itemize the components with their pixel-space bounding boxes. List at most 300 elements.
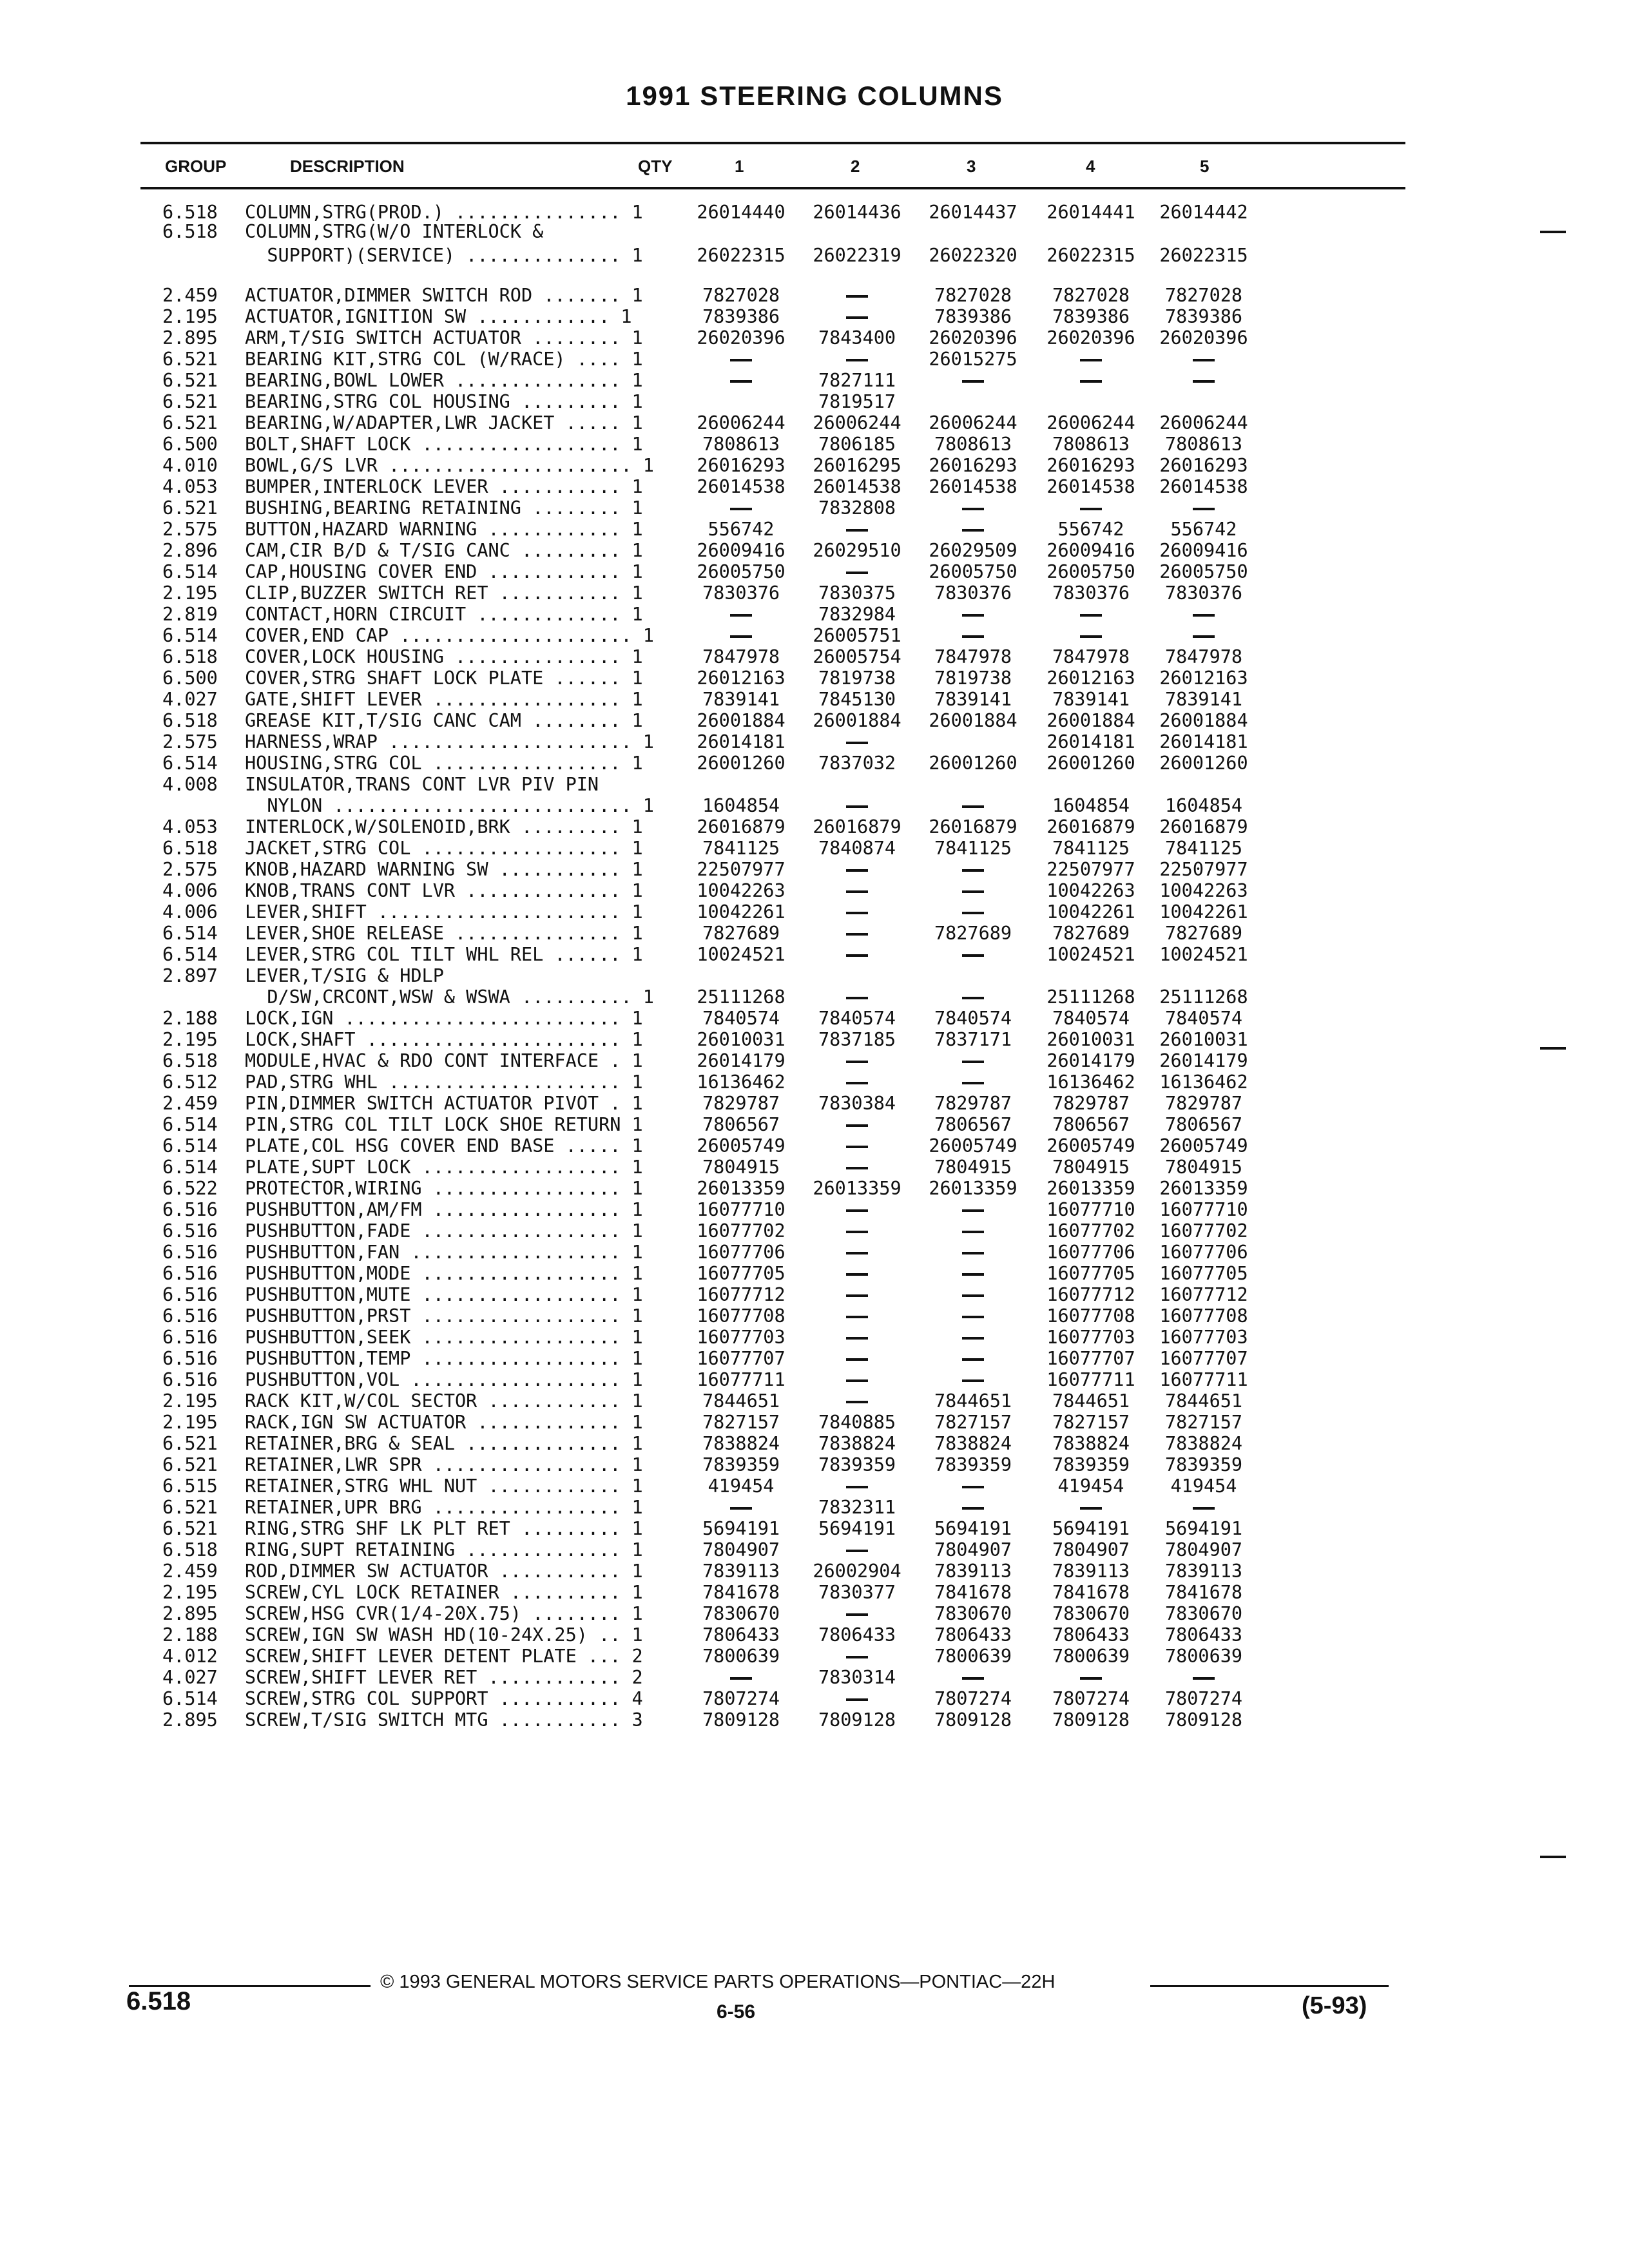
not-applicable-dash [796,986,918,1008]
part-number: 25111268 [1159,986,1248,1008]
part-number: 7830376 [1164,582,1243,604]
part-number: 7839141 [1052,689,1130,710]
part-number: 7838824 [818,1433,896,1454]
part-description: RETAINER,LWR SPR ................. 1 [245,1454,643,1475]
group-code: 2.195 [162,1390,218,1412]
part-number: 16077702 [1159,1220,1248,1242]
part-number: 26001884 [813,710,901,731]
group-code: 6.521 [162,1454,218,1475]
part-number: 7807274 [1052,1688,1130,1709]
part-number: 26012163 [1159,668,1248,689]
dash-mark [962,1082,984,1084]
table-row [0,1539,1629,1561]
dash-mark [730,1507,752,1510]
part-number: 16077703 [1159,1327,1248,1348]
group-code: 4.006 [162,880,218,901]
group-code: 6.514 [162,753,218,774]
not-applicable-dash [796,1539,918,1561]
table-row [0,1624,1629,1646]
part-number: 7827157 [702,1412,780,1433]
dash-mark [962,1252,984,1254]
part-number: 16077712 [1159,1284,1248,1305]
part-description: ROD,DIMMER SW ACTUATOR ........... 1 [245,1561,643,1582]
not-applicable-dash [796,1242,918,1263]
not-applicable-dash [912,1667,1034,1688]
not-applicable-dash [912,1348,1034,1369]
part-number: 16077703 [1046,1327,1135,1348]
part-number: 7840874 [818,838,896,859]
table-row [0,710,1629,731]
part-number: 7839141 [1164,689,1243,710]
table-row [0,1518,1629,1539]
table-row [0,1667,1629,1688]
part-number: 26014440 [697,202,786,223]
table-row [0,202,1629,223]
part-description: BEARING,W/ADAPTER,LWR JACKET ..... 1 [245,412,643,434]
not-applicable-dash [912,1327,1034,1348]
footer-copyright: © 1993 GENERAL MOTORS SERVICE PARTS OPERATIONS—PONTIAC—22H [380,1972,1055,1992]
part-description: KNOB,TRANS CONT LVR .............. 1 [245,880,643,901]
dash-mark [846,1231,868,1233]
not-applicable-dash [912,1475,1034,1497]
dash-mark [1080,359,1102,361]
table-row [0,646,1629,668]
part-description: COVER,LOCK HOUSING ............... 1 [245,646,643,668]
part-description: LEVER,SHIFT ...................... 1 [245,901,643,923]
table-row [0,901,1629,923]
part-number: 16077705 [697,1263,786,1284]
part-description: INTERLOCK,W/SOLENOID,BRK ......... 1 [245,816,643,838]
group-code: 2.459 [162,1561,218,1582]
part-number: 7806567 [934,1114,1012,1135]
part-number: 26009416 [1046,540,1135,561]
not-applicable-dash [1030,604,1152,625]
part-description: PUSHBUTTON,TEMP .................. 1 [245,1348,643,1369]
part-number: 7806567 [1164,1114,1243,1135]
dash-mark [962,1379,984,1382]
part-number: 7800639 [1052,1646,1130,1667]
part-number: 26005750 [1046,561,1135,582]
part-description: COVER,END CAP ..................... 1 [245,625,654,646]
part-number: 7804907 [934,1539,1012,1561]
not-applicable-dash [796,1369,918,1390]
not-applicable-dash [680,349,802,370]
dash-mark [962,380,984,383]
group-code: 2.195 [162,582,218,604]
part-number: 7827157 [1052,1412,1130,1433]
group-code: 6.514 [162,944,218,965]
group-code: 6.516 [162,1220,218,1242]
part-number: 7844651 [702,1390,780,1412]
group-code: 6.518 [162,1539,218,1561]
dash-mark [846,933,868,936]
not-applicable-dash [796,1050,918,1072]
dash-mark [846,1082,868,1084]
part-description: SUPPORT)(SERVICE) .............. 1 [245,245,643,266]
part-number: 7827157 [934,1412,1012,1433]
part-description: SCREW,CYL LOCK RETAINER .......... 1 [245,1582,643,1603]
dash-mark [1193,1677,1215,1680]
part-number: 26016295 [813,455,901,476]
part-number: 7829787 [934,1093,1012,1114]
part-description: PUSHBUTTON,FADE .................. 1 [245,1220,643,1242]
part-number: 7839386 [702,306,780,327]
table-row [0,1327,1629,1348]
group-code: 2.195 [162,306,218,327]
dash-mark [846,1358,868,1361]
part-number: 16077711 [697,1369,786,1390]
dash-mark [1080,614,1102,617]
part-number: 7839359 [934,1454,1012,1475]
margin-mark [1540,231,1566,233]
dash-mark [846,316,868,319]
dash-mark [962,614,984,617]
part-description: SCREW,SHIFT LEVER DETENT PLATE ... 2 [245,1646,643,1667]
part-description: ACTUATOR,DIMMER SWITCH ROD ....... 1 [245,285,643,306]
header-qty: QTY [638,157,673,176]
table-row [0,668,1629,689]
not-applicable-dash [912,370,1034,391]
part-number: 26029510 [813,540,901,561]
part-number: 7806185 [818,434,896,455]
group-code: 6.516 [162,1305,218,1327]
dash-mark [846,1167,868,1169]
not-applicable-dash [1142,370,1265,391]
dash-mark [962,912,984,914]
part-number: 26014441 [1046,202,1135,223]
table-row [0,497,1629,519]
part-number: 556742 [708,519,775,540]
table-row [0,774,1629,795]
part-number: 26015275 [929,349,1017,370]
dash-mark [962,869,984,872]
table-row [0,434,1629,455]
part-number: 26005749 [929,1135,1017,1157]
dash-mark [1193,1507,1215,1510]
part-number: 7809128 [1052,1709,1130,1731]
table-row [0,731,1629,753]
table-row [0,859,1629,880]
part-number: 26014179 [1159,1050,1248,1072]
part-number: 26006244 [1159,412,1248,434]
table-row [0,1284,1629,1305]
part-number: 7827689 [1052,923,1130,944]
dash-mark [846,1209,868,1212]
dash-mark [1080,1677,1102,1680]
not-applicable-dash [912,901,1034,923]
not-applicable-dash [796,1475,918,1497]
dash-mark [846,954,868,957]
dash-mark [1193,380,1215,383]
group-code: 2.195 [162,1029,218,1050]
part-number: 7827028 [1164,285,1243,306]
part-number: 26016879 [929,816,1017,838]
part-number: 7809128 [934,1709,1012,1731]
part-number: 26014538 [929,476,1017,497]
dash-mark [846,805,868,808]
header-top-rule [140,142,1405,144]
group-code: 6.516 [162,1327,218,1348]
part-number: 7804907 [702,1539,780,1561]
dash-mark [962,1273,984,1276]
part-description: BUMPER,INTERLOCK LEVER ........... 1 [245,476,643,497]
group-code: 6.522 [162,1178,218,1199]
group-code: 6.515 [162,1475,218,1497]
not-applicable-dash [680,625,802,646]
part-number: 16136462 [1046,1072,1135,1093]
part-number: 16077708 [697,1305,786,1327]
table-row [0,285,1629,306]
group-code: 6.521 [162,1497,218,1518]
not-applicable-dash [1030,1667,1152,1688]
header-col-3: 3 [967,157,976,176]
part-number: 7827028 [1052,285,1130,306]
part-number: 10042263 [1159,880,1248,901]
part-number: 7839113 [934,1561,1012,1582]
part-number: 26016293 [1159,455,1248,476]
table-row [0,1561,1629,1582]
part-number: 16077703 [697,1327,786,1348]
part-description: COLUMN,STRG(W/O INTERLOCK & [245,221,544,242]
dash-mark [846,742,868,744]
group-code: 2.459 [162,285,218,306]
part-number: 16077705 [1046,1263,1135,1284]
part-description: LEVER,SHOE RELEASE ............... 1 [245,923,643,944]
group-code: 6.516 [162,1199,218,1220]
part-number: 7841125 [934,838,1012,859]
part-number: 7809128 [818,1709,896,1731]
part-number: 7808613 [1052,434,1130,455]
part-number: 22507977 [1159,859,1248,880]
part-number: 26006244 [697,412,786,434]
part-number: 7827157 [1164,1412,1243,1433]
table-row [0,1242,1629,1263]
part-number: 26016293 [929,455,1017,476]
group-code: 6.518 [162,838,218,859]
part-description: PLATE,COL HSG COVER END BASE ..... 1 [245,1135,643,1157]
table-row [0,1305,1629,1327]
dash-mark [962,529,984,532]
part-number: 7806433 [1052,1624,1130,1646]
group-code: 6.516 [162,1348,218,1369]
part-number: 7807274 [702,1688,780,1709]
group-code: 2.575 [162,859,218,880]
part-number: 7804907 [1052,1539,1130,1561]
group-code: 6.518 [162,646,218,668]
table-row [0,1454,1629,1475]
dash-mark [962,635,984,638]
not-applicable-dash [912,859,1034,880]
part-number: 7827028 [702,285,780,306]
part-number: 16077712 [697,1284,786,1305]
dash-mark [962,890,984,893]
dash-mark [1193,508,1215,510]
group-code: 4.012 [162,1646,218,1667]
part-number: 26016293 [697,455,786,476]
group-code: 6.516 [162,1369,218,1390]
part-number: 7841125 [702,838,780,859]
part-description: HOUSING,STRG COL ................. 1 [245,753,643,774]
part-number: 16077710 [1159,1199,1248,1220]
table-row [0,604,1629,625]
part-number: 5694191 [1052,1518,1130,1539]
group-code: 6.521 [162,1433,218,1454]
part-number: 26014179 [697,1050,786,1072]
part-description: COVER,STRG SHAFT LOCK PLATE ...... 1 [245,668,643,689]
part-number: 7837185 [818,1029,896,1050]
part-description: SCREW,T/SIG SWITCH MTG ........... 3 [245,1709,643,1731]
not-applicable-dash [1142,625,1265,646]
part-number: 419454 [1057,1475,1124,1497]
part-number: 10024521 [1046,944,1135,965]
part-number: 26005754 [813,646,901,668]
part-number: 7837171 [934,1029,1012,1050]
part-number: 7832808 [818,497,896,519]
part-description: RING,SUPT RETAINING .............. 1 [245,1539,643,1561]
dash-mark [730,380,752,383]
part-number: 7804915 [1164,1157,1243,1178]
margin-mark [1540,1047,1566,1050]
not-applicable-dash [1142,497,1265,519]
part-description: PIN,DIMMER SWITCH ACTUATOR PIVOT . 1 [245,1093,643,1114]
part-description: RETAINER,UPR BRG ................. 1 [245,1497,643,1518]
part-number: 7806433 [702,1624,780,1646]
dash-mark [1080,380,1102,383]
part-number: 26006244 [813,412,901,434]
part-number: 7839141 [934,689,1012,710]
part-number: 1604854 [1052,795,1130,816]
not-applicable-dash [796,1327,918,1348]
not-applicable-dash [796,923,918,944]
dash-mark [846,1146,868,1148]
part-number: 26010031 [697,1029,786,1050]
header-bottom-rule [140,187,1405,189]
not-applicable-dash [796,1135,918,1157]
not-applicable-dash [912,795,1034,816]
part-number: 7840574 [1052,1008,1130,1029]
table-row [0,476,1629,497]
table-row [0,689,1629,710]
group-code: 6.518 [162,1050,218,1072]
table-row [0,923,1629,944]
group-code: 6.516 [162,1242,218,1263]
part-description: CAM,CIR B/D & T/SIG CANC ......... 1 [245,540,643,561]
part-number: 26012163 [1046,668,1135,689]
not-applicable-dash [796,1348,918,1369]
part-number: 16077706 [1046,1242,1135,1263]
not-applicable-dash [680,370,802,391]
group-code: 2.459 [162,1093,218,1114]
part-number: 5694191 [818,1518,896,1539]
table-row [0,370,1629,391]
part-number: 7839359 [1164,1454,1243,1475]
table-row [0,540,1629,561]
part-number: 7809128 [702,1709,780,1731]
table-row [0,412,1629,434]
part-description: SCREW,IGN SW WASH HD(10-24X.25) .. 1 [245,1624,643,1646]
group-code: 6.518 [162,221,218,242]
dash-mark [846,1316,868,1318]
part-number: 10042261 [1159,901,1248,923]
table-row [0,1348,1629,1369]
part-number: 7806567 [1052,1114,1130,1135]
part-number: 7829787 [702,1093,780,1114]
part-number: 7830314 [818,1667,896,1688]
dash-mark [730,1677,752,1680]
not-applicable-dash [1142,1667,1265,1688]
part-number: 7844651 [1164,1390,1243,1412]
group-code: 2.575 [162,731,218,753]
part-description: JACKET,STRG COL .................. 1 [245,838,643,859]
not-applicable-dash [1142,604,1265,625]
group-code: 2.896 [162,540,218,561]
table-row [0,245,1629,266]
part-number: 26013359 [697,1178,786,1199]
part-number: 26009416 [697,540,786,561]
group-code: 6.514 [162,923,218,944]
group-code: 4.053 [162,816,218,838]
table-row [0,753,1629,774]
group-code: 6.516 [162,1284,218,1305]
part-number: 7839141 [702,689,780,710]
table-row [0,561,1629,582]
not-applicable-dash [912,1284,1034,1305]
table-row [0,838,1629,859]
part-number: 16077705 [1159,1263,1248,1284]
not-applicable-dash [912,1199,1034,1220]
dash-mark [846,295,868,298]
group-code: 4.027 [162,689,218,710]
not-applicable-dash [796,1114,918,1135]
part-number: 26022320 [929,245,1017,266]
table-row [0,1709,1629,1731]
part-description: GREASE KIT,T/SIG CANC CAM ........ 1 [245,710,643,731]
part-description: PUSHBUTTON,FAN ................... 1 [245,1242,643,1263]
table-row [0,1433,1629,1454]
table-row [0,582,1629,604]
part-number: 26020396 [1046,327,1135,349]
part-description: MODULE,HVAC & RDO CONT INTERFACE . 1 [245,1050,643,1072]
part-number: 7840574 [1164,1008,1243,1029]
part-number: 26020396 [1159,327,1248,349]
table-row [0,1050,1629,1072]
table-row [0,1029,1629,1050]
part-number: 26014538 [1159,476,1248,497]
table-row [0,1135,1629,1157]
not-applicable-dash [796,561,918,582]
dash-mark [962,805,984,808]
part-number: 7841125 [1164,838,1243,859]
dash-mark [1080,635,1102,638]
not-applicable-dash [912,1220,1034,1242]
part-number: 26014437 [929,202,1017,223]
dash-mark [846,1124,868,1127]
dash-mark [846,912,868,914]
part-number: 7806433 [934,1624,1012,1646]
not-applicable-dash [680,497,802,519]
part-number: 26005749 [1159,1135,1248,1157]
not-applicable-dash [796,1220,918,1242]
not-applicable-dash [796,1199,918,1220]
table-row [0,1603,1629,1624]
not-applicable-dash [796,1072,918,1093]
not-applicable-dash [1142,349,1265,370]
not-applicable-dash [1142,1497,1265,1518]
part-number: 10042263 [1046,880,1135,901]
group-code: 2.195 [162,1582,218,1603]
part-number: 16077710 [697,1199,786,1220]
group-code: 4.006 [162,901,218,923]
